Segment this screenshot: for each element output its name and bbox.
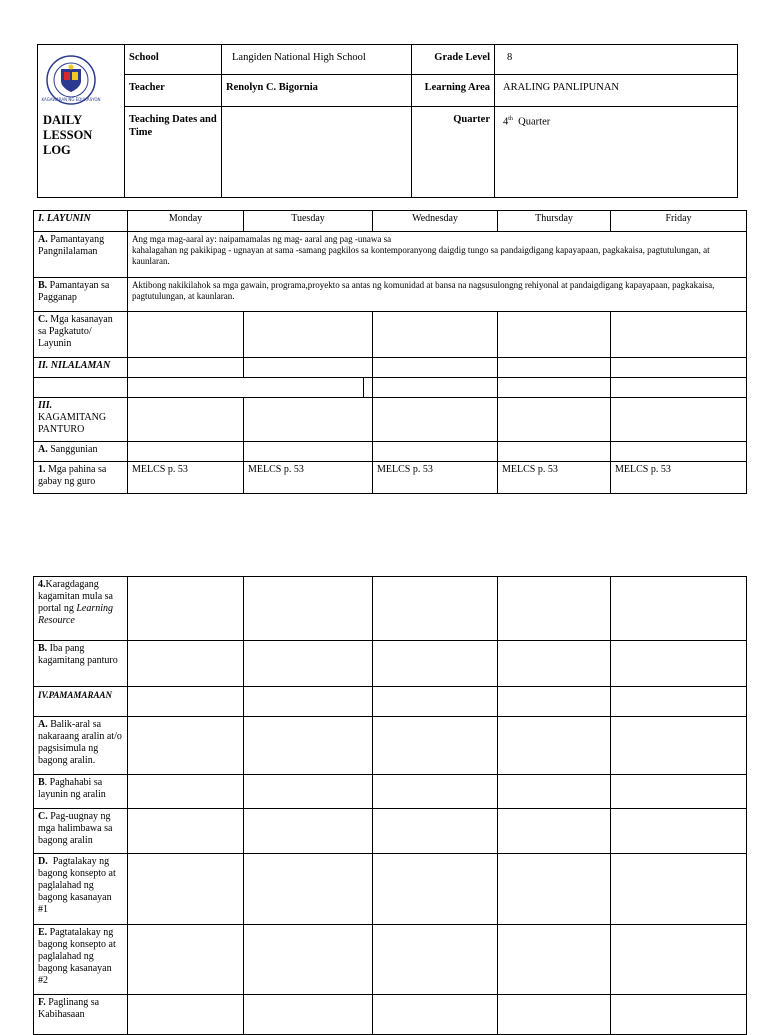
- cell: [611, 687, 747, 717]
- cell: [498, 577, 611, 641]
- kasanayan-label: [34, 312, 128, 358]
- cell: [244, 995, 373, 1035]
- sanggunian-label: [34, 442, 128, 462]
- cell: [498, 775, 611, 809]
- cell: [611, 358, 747, 378]
- grade-label: Grade Level: [412, 45, 495, 75]
- cell: [128, 378, 373, 398]
- pagtalakay-1-label: [34, 854, 128, 925]
- row-letter: B: [38, 777, 45, 788]
- row-label: Balik-aral sa nakaraang aralin at/o pagsisimula ng bagong aralin.: [38, 719, 122, 766]
- cell: [373, 809, 498, 854]
- row-label: Pagtalakay ng bagong konsepto at paglalahad ng bagong kasanayan #1: [38, 856, 116, 915]
- day-header: Tuesday: [244, 211, 373, 232]
- cell: [498, 717, 611, 775]
- cell: [611, 775, 747, 809]
- row-label: Iba pang kagamitang panturo: [38, 643, 118, 666]
- cell: [244, 925, 373, 995]
- cell: [611, 577, 747, 641]
- cell: [128, 641, 244, 687]
- row-number: 1.: [38, 464, 46, 475]
- teacher-label: Teacher: [125, 75, 222, 107]
- day-header: Monday: [128, 211, 244, 232]
- row-letter: C.: [38, 811, 48, 822]
- melcs-cell: MELCS p. 53: [611, 462, 747, 494]
- cell: [128, 442, 244, 462]
- cell: [244, 312, 373, 358]
- row-label: Sanggunian: [50, 444, 98, 455]
- row-letter: A.: [38, 444, 48, 455]
- cell: [498, 378, 611, 398]
- cell: [498, 641, 611, 687]
- roman-numeral: III.: [38, 400, 53, 411]
- day-header: Wednesday: [373, 211, 498, 232]
- cell: [244, 641, 373, 687]
- row-label: Paglinang sa Kabihasaan: [38, 997, 100, 1020]
- cell: [244, 577, 373, 641]
- row-letter: C.: [38, 314, 48, 325]
- balik-aral-label: [34, 717, 128, 775]
- layunin-heading: I. LAYUNIN: [34, 211, 128, 232]
- row-letter: D.: [38, 856, 48, 867]
- row-label: Mga pahina sa gabay ng guro: [38, 464, 107, 487]
- cell: [244, 775, 373, 809]
- cell: [373, 312, 498, 358]
- quarter-word: Quarter: [518, 116, 551, 128]
- cell: [611, 641, 747, 687]
- cell: [244, 809, 373, 854]
- cell: [244, 442, 373, 462]
- day-header: Friday: [611, 211, 747, 232]
- cell: [373, 641, 498, 687]
- melcs-cell: MELCS p. 53: [128, 462, 244, 494]
- melcs-cell: MELCS p. 53: [373, 462, 498, 494]
- cell: [128, 312, 244, 358]
- cell: [128, 775, 244, 809]
- paglinang-label: [34, 995, 128, 1035]
- melcs-cell: MELCS p. 53: [498, 462, 611, 494]
- area-label: Learning Area: [412, 75, 495, 107]
- cell: [611, 925, 747, 995]
- cell: [128, 358, 244, 378]
- row-letter: A.: [38, 234, 48, 245]
- cell: [498, 398, 611, 442]
- cell: [244, 398, 373, 442]
- cell: [373, 775, 498, 809]
- melcs-cell: MELCS p. 53: [244, 462, 373, 494]
- row-number: 4.: [38, 579, 46, 590]
- area-value: ARALING PANLIPUNAN: [495, 75, 738, 107]
- cell: [373, 687, 498, 717]
- cell: [373, 854, 498, 925]
- cell: [373, 378, 498, 398]
- dates-label: Teaching Dates and Time: [125, 107, 222, 198]
- cell: [128, 854, 244, 925]
- title-line: LOG: [43, 143, 71, 157]
- cell: [611, 398, 747, 442]
- pamantayan-sa-pagganap-label: [34, 278, 128, 312]
- cell: [373, 995, 498, 1035]
- row-label: Karagdagang kagamitan mula sa portal ng: [38, 579, 113, 614]
- row-label-italic: Learning Resource: [38, 603, 113, 626]
- cell: [498, 442, 611, 462]
- school-label: School: [125, 45, 222, 75]
- cell: [611, 717, 747, 775]
- cell: [244, 854, 373, 925]
- cell: [373, 717, 498, 775]
- cell: [244, 687, 373, 717]
- cell: [34, 378, 128, 398]
- row-label: Pamantayan sa Pagganap: [38, 280, 110, 303]
- grade-value: 8: [495, 45, 738, 75]
- cell: [498, 312, 611, 358]
- kagamitang-panturo-heading: [34, 398, 128, 442]
- title-line: LESSON: [43, 128, 93, 142]
- row-letter: B.: [38, 643, 48, 654]
- cell: [498, 925, 611, 995]
- daily-lesson-log-title: [43, 113, 120, 158]
- karagdagang-kagamitan-label: [34, 577, 128, 641]
- teacher-value: Renolyn C. Bigornia: [222, 75, 412, 107]
- row-label: Pamantayang Pangnilalaman: [38, 234, 105, 257]
- content-line: kahalagahan ng pakikipag - ugnayan at sama -samang pagkilos sa kontemporanyong daigdig tungo sa pandaigdigang kapayapaan, pagkakaisa, pagtutulungan, at kaunlaran.: [132, 245, 710, 266]
- cell: [373, 358, 498, 378]
- cell: [128, 809, 244, 854]
- row-label: Pag-uugnay ng mga halimbawa sa bagong aralin: [38, 811, 113, 846]
- row-label: . Paghahabi sa layunin ng aralin: [38, 777, 106, 800]
- row-letter: B.: [38, 280, 48, 291]
- cell: [498, 854, 611, 925]
- procedures-table: [33, 576, 747, 1035]
- cell: [373, 577, 498, 641]
- cell: [128, 687, 244, 717]
- row-letter: A.: [38, 719, 48, 730]
- row-letter: F.: [38, 997, 46, 1008]
- gabay-guro-label: [34, 462, 128, 494]
- cell: [128, 577, 244, 641]
- row-letter: E.: [38, 927, 48, 938]
- dates-value: [222, 107, 412, 198]
- cell: [128, 717, 244, 775]
- pamantayang-pangnilalaman-text: [128, 232, 747, 278]
- quarter-number: 4: [503, 116, 509, 128]
- header-table: [37, 44, 738, 198]
- iba-pang-kagamitan-label: [34, 641, 128, 687]
- cell: [498, 995, 611, 1035]
- row-label: Pagtatalakay ng bagong konsepto at paglalahad ng bagong kasanayan #2: [38, 927, 116, 986]
- cell: [498, 809, 611, 854]
- quarter-value: [495, 107, 738, 198]
- cell: [244, 717, 373, 775]
- cell: [373, 442, 498, 462]
- pagtalakay-2-label: [34, 925, 128, 995]
- logo-title-cell: [38, 45, 125, 198]
- row-label: Mga kasanayan sa Pagkatuto/ Layunin: [38, 314, 113, 349]
- cell: [128, 398, 244, 442]
- deped-seal-icon: [41, 55, 101, 105]
- cell: [373, 925, 498, 995]
- content-line: Ang mga mag-aaral ay: naipamamalas ng mag- aaral ang pag -unawa sa: [132, 234, 392, 244]
- cell: [498, 687, 611, 717]
- cell: [128, 925, 244, 995]
- cell: [373, 398, 498, 442]
- cell: [244, 358, 373, 378]
- school-value: Langiden National High School: [222, 45, 412, 75]
- quarter-label: Quarter: [412, 107, 495, 198]
- pamantayang-pangnilalaman-label: [34, 232, 128, 278]
- cell: [611, 995, 747, 1035]
- cell: [498, 358, 611, 378]
- row-label: KAGAMITANG PANTURO: [38, 412, 107, 435]
- paghahabi-label: [34, 775, 128, 809]
- day-header: Thursday: [498, 211, 611, 232]
- cell: [611, 378, 747, 398]
- pamantayan-sa-pagganap-text: Aktibong nakikilahok sa mga gawain, programa,proyekto sa antas ng komunidad at bansa na nagsusulongng rehiyonal at pandaigdigang kapayapaan, pagkakaisa, pagtutulungan, at kaunlaran.: [128, 278, 747, 312]
- cell: [611, 312, 747, 358]
- objectives-table: [33, 210, 747, 494]
- nilalaman-heading: II. NILALAMAN: [34, 358, 128, 378]
- quarter-suffix: th: [508, 116, 513, 122]
- pamamaraan-heading: IV.PAMAMARAAN: [34, 687, 128, 717]
- pag-uugnay-label: [34, 809, 128, 854]
- cell: [128, 995, 244, 1035]
- title-line: DAILY: [43, 113, 83, 127]
- cell: [611, 809, 747, 854]
- svg-text:KAGAWARAN NG EDUKASYON: KAGAWARAN NG EDUKASYON: [41, 97, 101, 102]
- cell: [611, 442, 747, 462]
- cell: [611, 854, 747, 925]
